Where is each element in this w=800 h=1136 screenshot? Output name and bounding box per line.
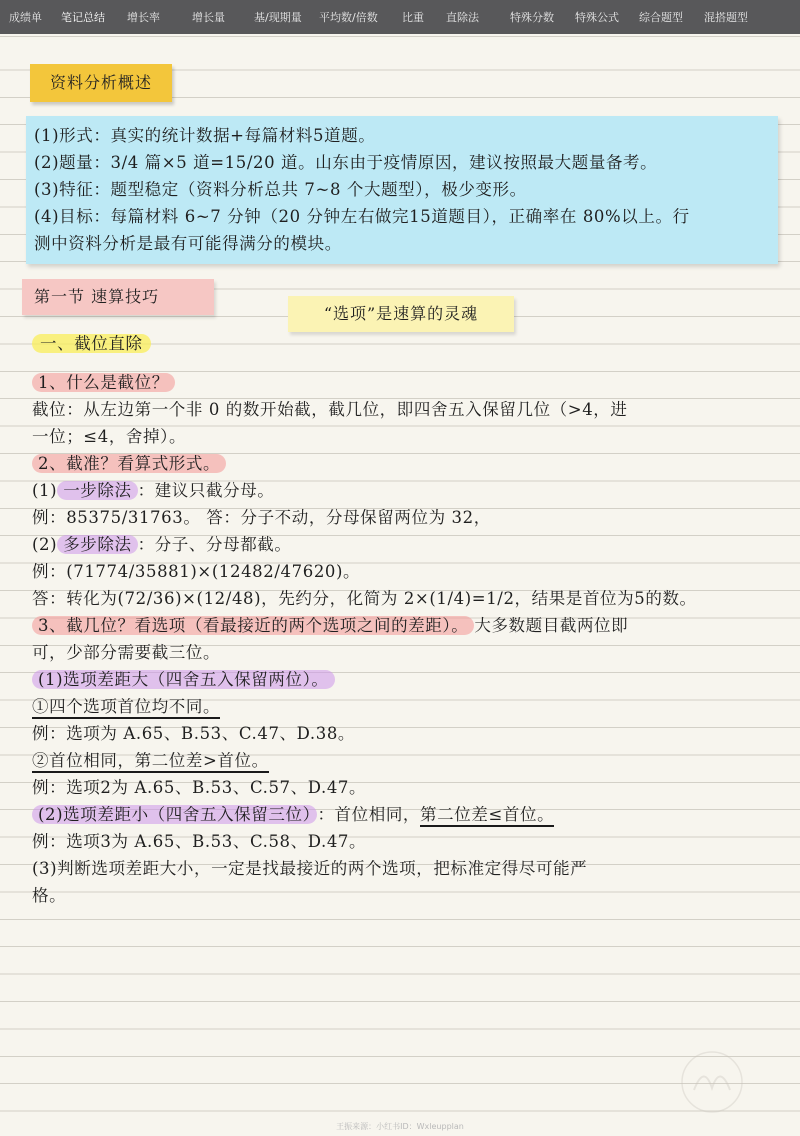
tip-tag: “选项”是速算的灵魂 xyxy=(288,296,514,332)
method-text: ：建议只截分母。 xyxy=(137,481,275,500)
question-text: 3、截几位？看选项（看最接近的两个选项之间的差距）。 xyxy=(32,616,474,635)
case-big-gap xyxy=(32,670,335,690)
condition-text: ①四个选项首位均不同。 xyxy=(32,697,220,719)
question-how-many-digits xyxy=(32,616,628,636)
tab-average-multiple[interactable]: 平均数/倍数 xyxy=(319,11,378,24)
question-text: 1、什么是截位？ xyxy=(32,373,175,392)
condition-line xyxy=(32,697,220,717)
note-line: 可，少部分需要截三位。 xyxy=(32,643,221,662)
note-line: (3)判断选项差距大小，一定是找最接近的两个选项，把标准定得尽可能严 xyxy=(32,859,588,878)
notebook-page xyxy=(0,34,800,1136)
question-tail: 大多数题目截两位即 xyxy=(474,616,629,635)
case-text: ：首位相同， xyxy=(317,805,421,824)
tab-special-fraction[interactable]: 特殊分数 xyxy=(510,11,554,24)
note-line: 截位：从左边第一个非 0 的数开始截，截几位，即四舍五入保留几位（>4，进 xyxy=(32,400,628,419)
condition-line xyxy=(32,751,269,771)
tab-proportion[interactable]: 比重 xyxy=(402,11,424,24)
example-line: 例：选项3为 A.65、B.53、C.58、D.47。 xyxy=(32,832,367,851)
tab-special-formula[interactable]: 特殊公式 xyxy=(575,11,619,24)
method-text: ：分子、分母都截。 xyxy=(137,535,292,554)
tab-growth-rate[interactable]: 增长率 xyxy=(127,11,160,24)
question-text: 2、截准？看算式形式。 xyxy=(32,454,226,473)
question-what-is-truncation xyxy=(32,373,175,393)
heading-text: 一、截位直除 xyxy=(32,334,151,353)
case-underlined: 第二位差≤首位。 xyxy=(420,805,554,827)
method-multi-step xyxy=(32,535,292,555)
case-label: (2)选项差距小（四舍五入保留三位） xyxy=(32,805,317,824)
tab-comprehensive[interactable]: 综合题型 xyxy=(639,11,683,24)
overview-line: (4)目标：每篇材料 6~7 分钟（20 分钟左右做完15道题目），正确率在 80%以上。行 xyxy=(34,207,690,226)
overview-line: 测中资料分析是最有可能得满分的模块。 xyxy=(34,234,342,253)
note-line: 一位；≤4，舍掉）。 xyxy=(32,427,187,446)
tab-transcript[interactable]: 成绩单 xyxy=(9,11,42,24)
tab-growth-amount[interactable]: 增长量 xyxy=(192,11,225,24)
overview-line: (1)形式：真实的统计数据+每篇材料5道题。 xyxy=(34,126,376,145)
tab-mixed[interactable]: 混搭题型 xyxy=(704,11,748,24)
watermark-logo-icon xyxy=(672,1042,752,1122)
overview-line: (3)特征：题型稳定（资料分析总共 7~8 个大题型），极少变形。 xyxy=(34,180,527,199)
top-tab-bar xyxy=(0,0,800,34)
method-label: 多步除法 xyxy=(57,535,137,554)
example-line: 例：选项为 A.65、B.53、C.47、D.38。 xyxy=(32,724,356,743)
note-title-tag: 资料分析概述 xyxy=(30,64,172,102)
example-line: 例：选项2为 A.65、B.53、C.57、D.47。 xyxy=(32,778,367,797)
note-line: 格。 xyxy=(32,886,67,905)
method-label: 一步除法 xyxy=(57,481,137,500)
example-line: 例：85375/31763。 答：分子不动，分母保留两位为 32， xyxy=(32,508,491,527)
handwritten-notes xyxy=(0,34,800,1136)
case-small-gap xyxy=(32,805,554,825)
case-label: (1)选项差距大（四舍五入保留两位）。 xyxy=(32,670,335,689)
tab-direct-division[interactable]: 直除法 xyxy=(446,11,479,24)
section-tag: 第一节 速算技巧 xyxy=(22,279,214,315)
overview-line: (2)题量：3/4 篇×5 道=15/20 道。山东由于疫情原因，建议按照最大题量备考。 xyxy=(34,153,658,172)
overview-box xyxy=(26,116,778,264)
question-truncate-what xyxy=(32,454,226,474)
method-number: (2) xyxy=(32,535,58,554)
tab-base-current[interactable]: 基/现期量 xyxy=(254,11,302,24)
example-line: 例：(71774/35881)×(12482/47620)。 xyxy=(32,562,361,581)
tab-notes-summary[interactable]: 笔记总结 xyxy=(61,11,105,24)
method-number: (1) xyxy=(32,481,58,500)
heading-truncate-divide xyxy=(32,334,151,354)
condition-text: ②首位相同，第二位差>首位。 xyxy=(32,751,269,773)
source-footer: 王振来源：小红书ID：Wxleupplan xyxy=(336,1122,464,1131)
method-one-step xyxy=(32,481,274,501)
answer-line: 答：转化为(72/36)×(12/48)，先约分，化简为 2×(1/4)=1/2，结果是首位为5的数。 xyxy=(32,589,697,608)
